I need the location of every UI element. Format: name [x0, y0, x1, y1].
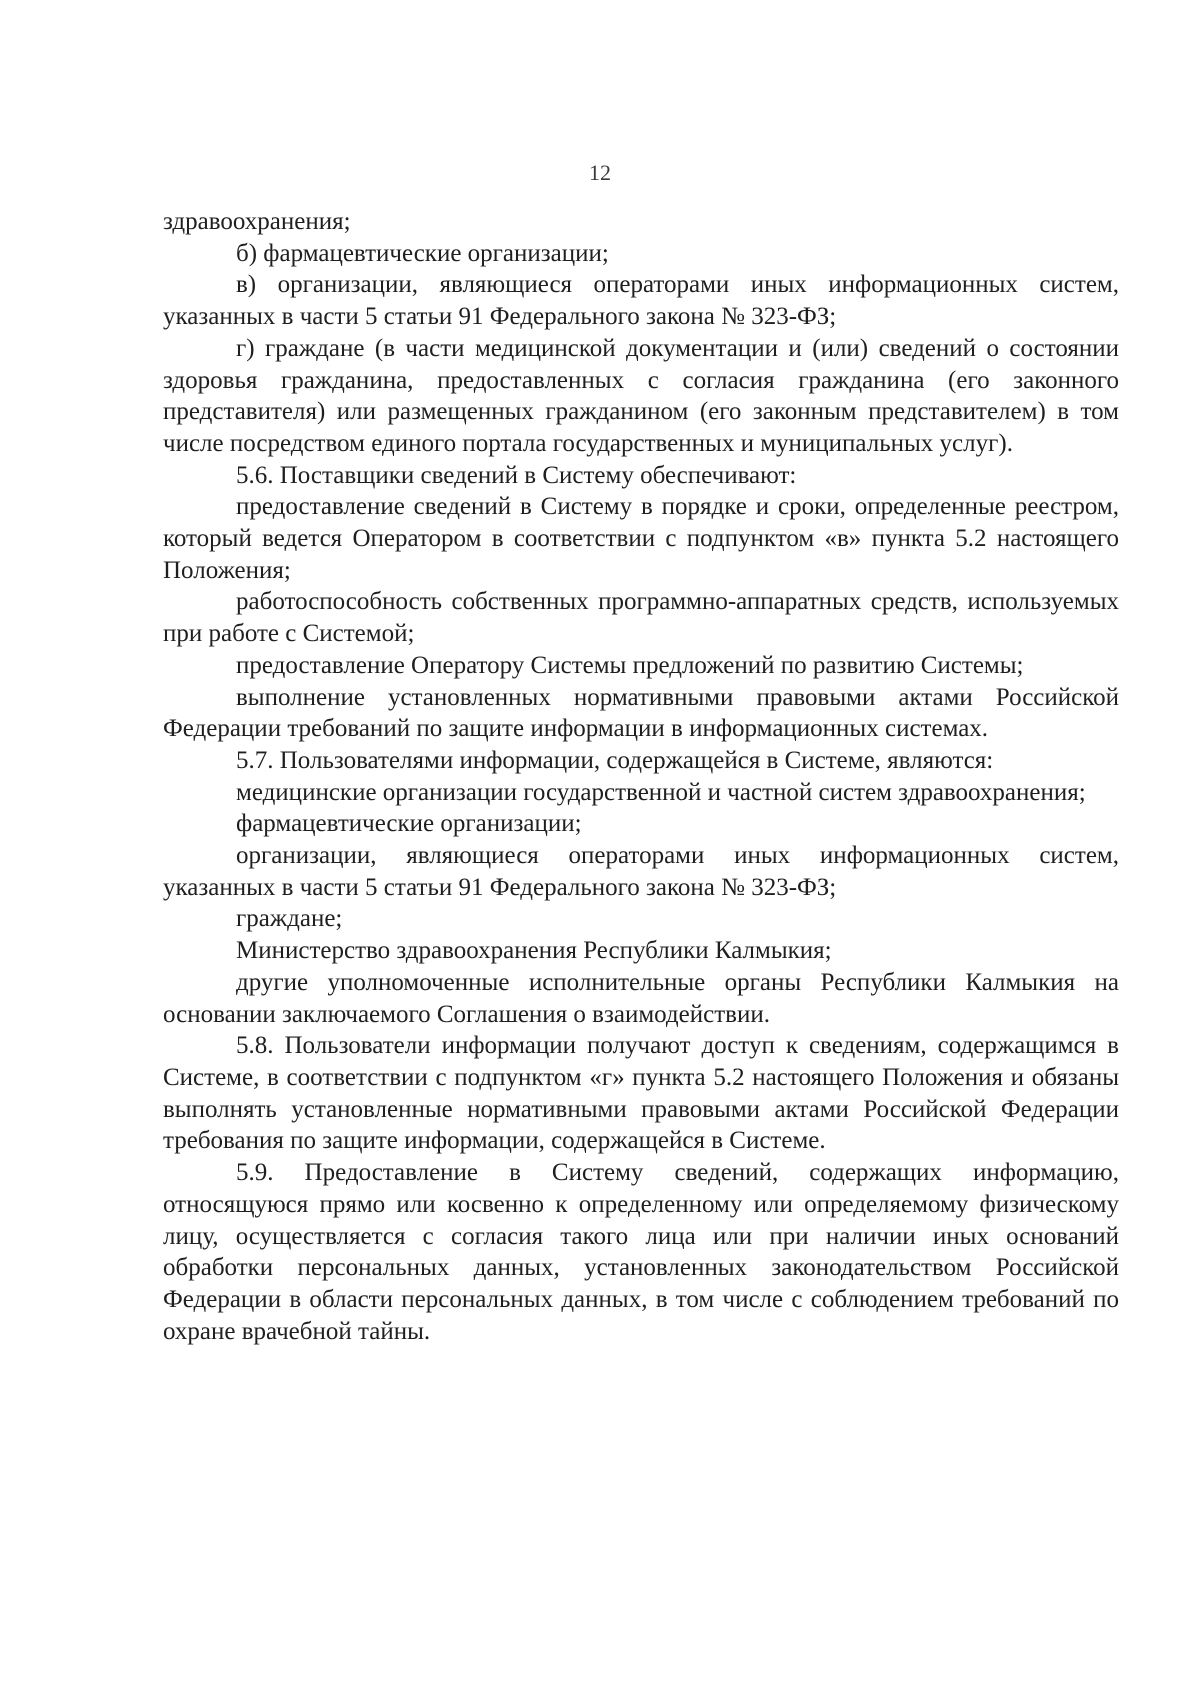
paragraph: б) фармацевтические организации;: [236, 239, 609, 267]
page-number: 12: [589, 160, 611, 185]
paragraph: граждане;: [236, 905, 343, 933]
paragraph: работоспособность собственных программно-аппаратных средств, используемых при работе с Системой;: [163, 588, 1119, 648]
paragraph: Министерство здравоохранения Республики Калмыкия;: [236, 937, 832, 965]
paragraph: в) организации, являющиеся операторами иных информационных систем, указанных в части 5 статьи 91 Федерального закона № 323-ФЗ;: [163, 271, 1119, 331]
paragraph: здравоохранения;: [163, 208, 351, 235]
paragraph: выполнение установленных нормативными правовыми актами Российской Федерации требований по защите информации в информационных системах.: [163, 683, 1119, 743]
paragraph: фармацевтические организации;: [236, 810, 582, 838]
paragraph: организации, являющиеся операторами иных информационных систем, указанных в части 5 статьи 91 Федерального закона № 323-ФЗ;: [163, 842, 1119, 901]
paragraph: предоставление Оператору Системы предложений по развитию Системы;: [236, 651, 1024, 679]
paragraph: медицинские организации государственной и частной систем здравоохранения;: [236, 778, 1086, 806]
paragraph: 5.6. Поставщики сведений в Систему обеспечивают:: [236, 461, 797, 489]
paragraph: 5.7. Пользователями информации, содержащейся в Системе, являются:: [236, 746, 994, 774]
paragraph: г) граждане (в части медицинской документации и (или) сведений о состоянии здоровья гражданина, предоставленных с согласия гражданина (его законного представителя) или размещенных гражданином (его законным представителем) в том числе посредством единого портала государственных и муниципальных услуг).: [163, 334, 1119, 457]
paragraph: 5.8. Пользователи информации получают доступ к сведениям, содержащимся в Системе, в соответствии с подпунктом «г» пункта 5.2 настоящего Положения и обязаны выполнять установленные нормативными правовыми актами Российской Федерации требования по защите информации, содержащейся в Системе.: [163, 1032, 1119, 1155]
paragraph: другие уполномоченные исполнительные органы Республики Калмыкия на основании заключаемого Соглашения о взаимодействии.: [163, 968, 1119, 1028]
document-body: [163, 206, 1119, 1347]
paragraph: предоставление сведений в Систему в порядке и сроки, определенные реестром, который ведется Оператором в соответствии с подпунктом «в» пункта 5.2 настоящего Положения;: [163, 493, 1119, 584]
paragraph: 5.9. Предоставление в Систему сведений, содержащих информацию, относящуюся прямо или косвенно к определенному или определяемому физическому лицу, осуществляется с согласия такого лица или при наличии иных оснований обработки персональных данных, установленных законодательством Российской Федерации в области персональных данных, в том числе с соблюдением требований по охране врачебной тайны.: [163, 1159, 1119, 1345]
